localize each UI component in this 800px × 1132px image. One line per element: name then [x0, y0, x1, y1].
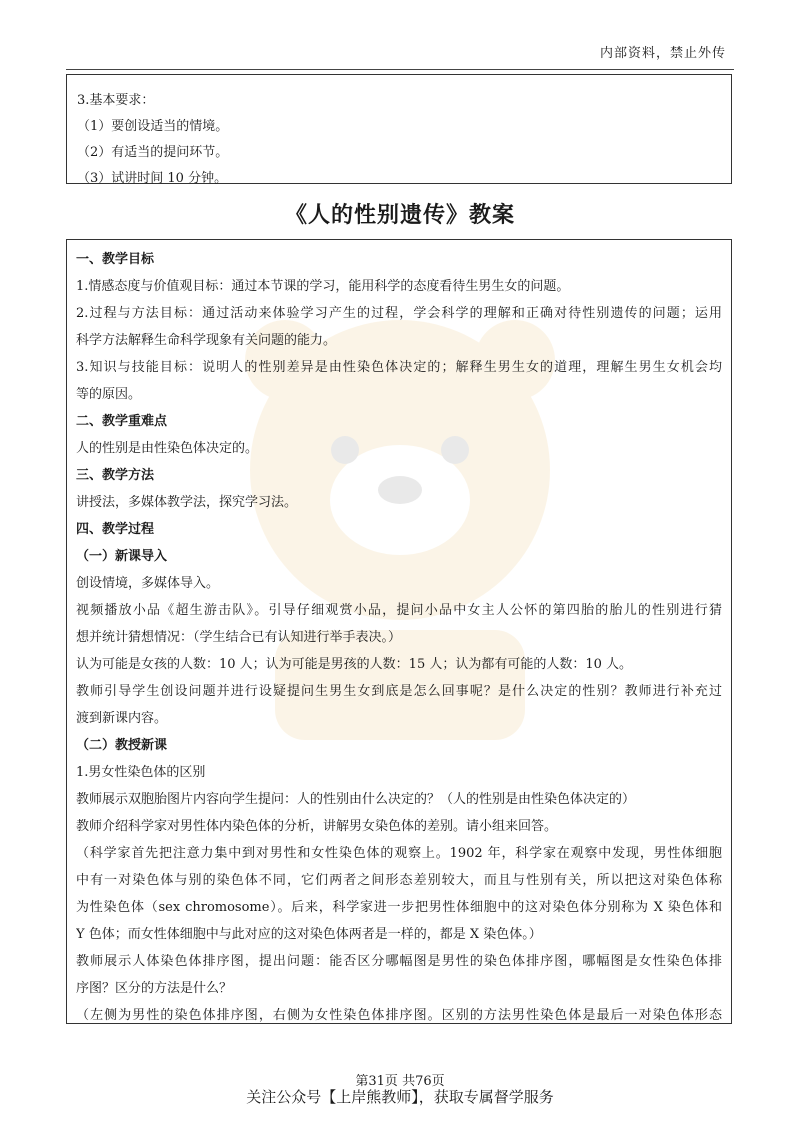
body-line: 教师展示人体染色体排序图，提出问题：能否区分哪幅图是男性的染色体排序图，哪幅图是女性染色体排	[76, 954, 722, 969]
requirement-line: 3.基本要求：	[77, 93, 155, 108]
section-heading: 四、教学过程	[76, 522, 155, 537]
body-line: 渡到新课内容。	[76, 711, 168, 726]
body-line: （科学家首先把注意力集中到对男性和女性染色体的观察上。1902 年，科学家在观察中发现，男性体细胞	[76, 846, 722, 861]
body-line: 3.知识与技能目标：说明人的性别差异是由性染色体决定的；解释生男生女的道理，理解生男生女机会均	[76, 360, 722, 375]
body-line: 教师展示双胞胎图片内容向学生提问：人的性别由什么决定的？（人的性别是由性染色体决定的）	[76, 792, 636, 807]
body-line: 科学方法解释生命科学现象有关问题的能力。	[76, 333, 337, 348]
section-heading: 一、教学目标	[76, 252, 155, 267]
page-number: 第31页 共76页	[355, 1074, 445, 1089]
body-line: 想并统计猜想情况：（学生结合已有认知进行举手表决。）	[76, 630, 402, 645]
section-heading: （一）新课导入	[76, 549, 168, 564]
requirements-box	[66, 74, 732, 184]
body-line: 讲授法，多媒体教学法，探究学习法。	[76, 495, 298, 510]
lesson-plan-content	[76, 246, 722, 1024]
body-line: 人的性别是由性染色体决定的。	[76, 441, 259, 456]
requirement-line: （1）要创设适当的情境。	[77, 119, 229, 134]
requirement-line: （3）试讲时间 10 分钟。	[77, 171, 228, 186]
body-line: 2.过程与方法目标：通过活动来体验学习产生的过程，学会科学的理解和正确对待性别遗传的问题；运用	[76, 306, 722, 321]
body-line: 创设情境，多媒体导入。	[76, 576, 220, 591]
body-line: Y 色体；而女性体细胞中与此对应的这对染色体两者是一样的，都是 X 染色体。）	[76, 927, 542, 942]
section-heading: （二）教授新课	[76, 738, 168, 753]
promo-footer: 关注公众号【上岸熊教师】，获取专属督学服务	[246, 1088, 554, 1106]
document-title: 《人的性别遗传》教案	[284, 203, 515, 228]
body-line: 教师引导学生创设问题并进行设疑提问生男生女到底是怎么回事呢？是什么决定的性别？教师进行补充过	[76, 684, 722, 699]
requirement-line: （2）有适当的提问环节。	[77, 145, 229, 160]
body-line: 序图？区分的方法是什么？	[76, 981, 233, 996]
body-line: 为性染色体（sex chromosome）。后来，科学家进一步把男性体细胞中的这对染色体分别称为 X 染色体和	[76, 900, 722, 915]
section-heading: 三、教学方法	[76, 468, 155, 483]
confidential-note: 内部资料，禁止外传	[599, 46, 726, 61]
body-line: 中有一对染色体与别的染色体不同，它们两者之间形态差别较大，而且与性别有关，所以把这对染色体称	[76, 873, 722, 888]
body-line: 认为可能是女孩的人数：10 人；认为可能是男孩的人数：15 人；认为都有可能的人数：10 人。	[76, 657, 633, 672]
body-line: 1.情感态度与价值观目标：通过本节课的学习，能用科学的态度看待生男生女的问题。	[76, 279, 570, 294]
body-line: 教师介绍科学家对男性体内染色体的分析，讲解男女染色体的差别。请小组来回答。	[76, 819, 558, 834]
header-divider	[66, 69, 734, 70]
lesson-plan-box	[66, 239, 732, 1024]
body-line: 等的原因。	[76, 387, 142, 402]
body-line: 1.男女性染色体的区别	[76, 765, 206, 780]
body-line: （左侧为男性的染色体排序图，右侧为女性染色体排序图。区别的方法男性染色体是最后一对染色体形态	[76, 1008, 722, 1023]
body-line: 视频播放小品《超生游击队》。引导仔细观赏小品，提问小品中女主人公怀的第四胎的胎儿的性别进行猜	[76, 603, 722, 618]
section-heading: 二、教学重难点	[76, 414, 168, 429]
